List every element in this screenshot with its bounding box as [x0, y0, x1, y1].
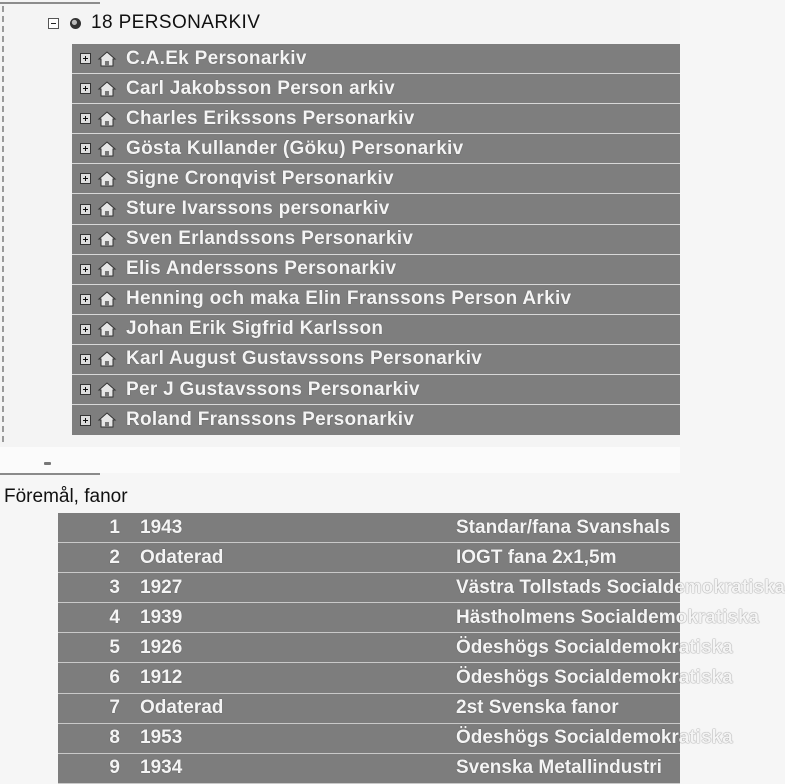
tree-item-label: Johan Erik Sigfrid Karlsson	[126, 318, 384, 340]
expand-icon[interactable]	[80, 354, 91, 365]
tree-item[interactable]	[72, 74, 680, 104]
row-description: Standar/fana Svanshals	[456, 516, 671, 538]
row-number: 9	[109, 757, 120, 779]
row-description: Ödeshögs Socialdemokratiska	[456, 667, 733, 689]
folder-bullet-icon	[70, 18, 81, 29]
tree-item-label: C.A.Ek Personarkiv	[126, 47, 307, 69]
tree-item[interactable]	[72, 285, 680, 315]
table-row[interactable]	[58, 543, 680, 573]
house-icon	[98, 382, 116, 398]
expand-icon[interactable]	[80, 173, 91, 184]
tree-item[interactable]	[72, 255, 680, 285]
row-description: Ödeshögs Socialdemokratiska	[456, 727, 733, 749]
table-panel	[0, 473, 785, 779]
house-icon	[98, 141, 116, 157]
row-description: IOGT fana 2x1,5m	[456, 546, 617, 568]
row-description: Hästholmens Socialdemokratiska	[456, 606, 760, 628]
house-icon	[98, 351, 116, 367]
row-description: Svenska Metallindustri	[456, 757, 662, 779]
row-number: 1	[109, 516, 120, 538]
row-date: 1953	[140, 727, 183, 749]
tree-item-label: Sven Erlandssons Personarkiv	[126, 228, 414, 250]
tree-item[interactable]	[72, 104, 680, 134]
expand-icon[interactable]	[80, 324, 91, 335]
panel-separator	[0, 447, 680, 473]
row-date: 1912	[140, 667, 183, 689]
expand-icon[interactable]	[80, 294, 91, 305]
house-icon	[98, 51, 116, 67]
expand-icon[interactable]	[80, 53, 91, 64]
tree-item[interactable]	[72, 194, 680, 224]
row-number: 5	[109, 636, 120, 658]
row-number: 8	[109, 727, 120, 749]
row-date: 1926	[140, 636, 183, 658]
table-row[interactable]	[58, 724, 733, 754]
expand-icon[interactable]	[80, 234, 91, 245]
row-number: 2	[109, 546, 120, 568]
row-number: 3	[109, 576, 120, 598]
tree-item-label: Charles Erikssons Personarkiv	[126, 107, 415, 129]
tree-panel	[0, 0, 680, 447]
tree-root-label: 18 PERSONARKIV	[91, 12, 261, 33]
row-description: 2st Svenska fanor	[456, 697, 619, 719]
tree-item-label: Per J Gustavssons Personarkiv	[126, 378, 420, 400]
house-icon	[98, 171, 116, 187]
tree-item-label: Roland Franssons Personarkiv	[126, 409, 415, 431]
house-icon	[98, 291, 116, 307]
tree-item-label: Gösta Kullander (Göku) Personarkiv	[126, 137, 464, 159]
collapse-icon[interactable]	[48, 18, 59, 29]
table-row[interactable]	[58, 573, 785, 603]
table-row[interactable]	[58, 513, 680, 543]
row-number: 6	[109, 667, 120, 689]
tree-list	[72, 44, 680, 435]
row-date: 1939	[140, 606, 183, 628]
expand-icon[interactable]	[80, 113, 91, 124]
row-description: Ödeshögs Socialdemokratiska	[456, 636, 733, 658]
tree-item-label: Carl Jakobsson Person arkiv	[126, 77, 395, 99]
house-icon	[98, 201, 116, 217]
table-row[interactable]	[58, 603, 760, 633]
tree-item[interactable]	[72, 44, 680, 74]
tree-item[interactable]	[72, 405, 680, 435]
house-icon	[98, 111, 116, 127]
table-top-border	[0, 473, 100, 475]
row-date: 1927	[140, 576, 183, 598]
house-icon	[98, 231, 116, 247]
tree-left-border	[2, 6, 4, 442]
row-number: 4	[109, 606, 120, 628]
tree-item-label: Sture Ivarssons personarkiv	[126, 198, 390, 220]
row-date: 1934	[140, 757, 183, 779]
table-title: Föremål, fanor	[4, 486, 128, 507]
house-icon	[98, 81, 116, 97]
row-date: 1943	[140, 516, 183, 538]
tree-item[interactable]	[72, 345, 680, 375]
table-row[interactable]	[58, 633, 733, 663]
row-description: Västra Tollstads Socialdemokratiska	[456, 576, 785, 598]
separator-mark	[44, 462, 51, 465]
row-date: Odaterad	[140, 546, 224, 568]
tree-item[interactable]	[72, 164, 680, 194]
tree-root-node[interactable]	[48, 8, 260, 38]
table-rows	[58, 513, 785, 784]
table-row[interactable]	[58, 663, 733, 693]
expand-icon[interactable]	[80, 415, 91, 426]
expand-icon[interactable]	[80, 264, 91, 275]
house-icon	[98, 261, 116, 277]
tree-item-label: Elis Anderssons Personarkiv	[126, 258, 397, 280]
expand-icon[interactable]	[80, 143, 91, 154]
house-icon	[98, 321, 116, 337]
row-number: 7	[109, 697, 120, 719]
tree-item[interactable]	[72, 225, 680, 255]
row-date: Odaterad	[140, 697, 224, 719]
table-row[interactable]	[58, 754, 680, 784]
expand-icon[interactable]	[80, 83, 91, 94]
tree-item[interactable]	[72, 315, 680, 345]
expand-icon[interactable]	[80, 204, 91, 215]
expand-icon[interactable]	[80, 384, 91, 395]
house-icon	[98, 412, 116, 428]
tree-item[interactable]	[72, 375, 680, 405]
tree-item-label: Henning och maka Elin Franssons Person Arkiv	[126, 288, 572, 310]
table-row[interactable]	[58, 694, 680, 724]
tree-item-label: Karl August Gustavssons Personarkiv	[126, 348, 483, 370]
tree-item-label: Signe Cronqvist Personarkiv	[126, 167, 394, 189]
tree-item[interactable]	[72, 134, 680, 164]
